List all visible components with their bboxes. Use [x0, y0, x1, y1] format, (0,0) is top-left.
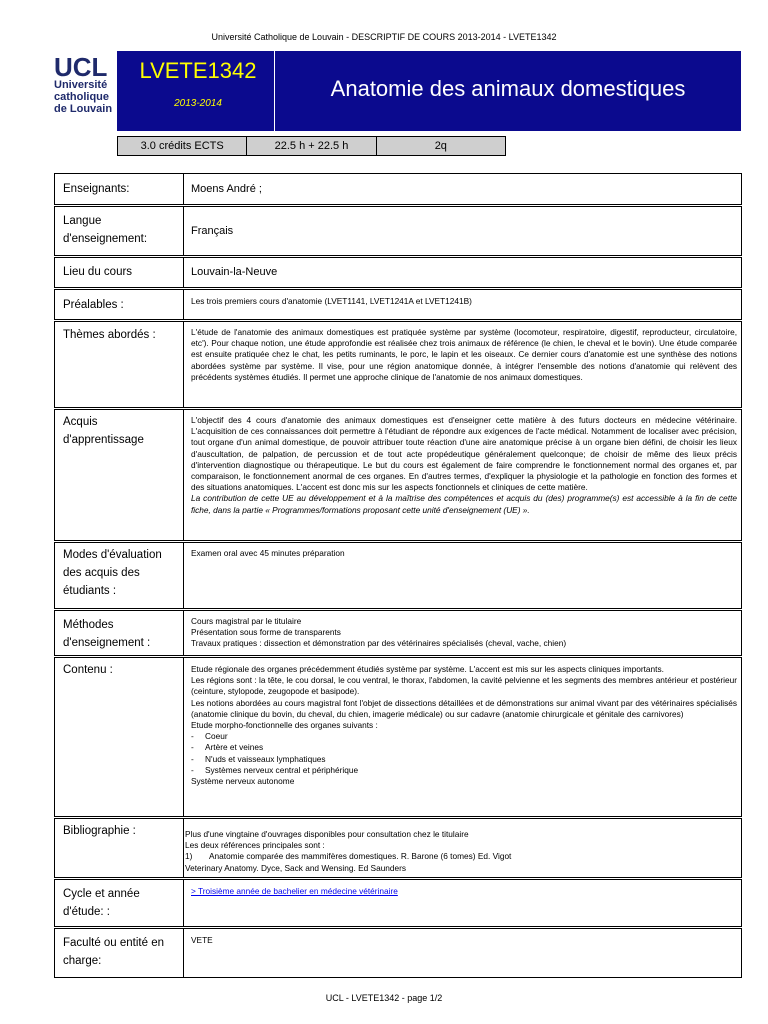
bibliography-line-2: Les deux références principales sont :	[185, 840, 325, 851]
course-year: 2013-2014	[174, 98, 222, 109]
prerequisites-label: Préalables :	[63, 299, 124, 311]
evaluation-label: Modes d'évaluation des acquis des étudiants :	[63, 549, 162, 597]
language-label: Langue d'enseignement:	[63, 215, 148, 245]
outcomes-value	[191, 415, 737, 516]
methods-line-1: Cours magistral par le titulaire	[191, 616, 302, 626]
methods-label: Méthodes d'enseignement :	[63, 619, 151, 649]
methods-line-2: Présentation sous forme de transparents	[191, 627, 341, 638]
bibliography-line-3: 1) Anatomie comparée des mammifères domestiques. R. Barone (6 tomes) Ed. Vigot	[185, 851, 512, 862]
course-info-bar	[117, 136, 506, 156]
row-evaluation	[54, 542, 742, 609]
page-footer: UCL - LVETE1342 - page 1/2	[325, 993, 443, 1003]
content-p3: Les notions abordées au cours magistral font l'objet de dissections détaillées et de démonstrations sur animal vivant par des vétérinaires spécialisés (anatomie clinique du bovin, du cheval, du chien, imagerie médicale) ou sur cadavre (anatomie chirurgicale et génitale des carnivores)	[191, 697, 737, 719]
location-value: Louvain-la-Neuve	[191, 266, 278, 278]
row-methods	[54, 610, 742, 656]
cycle-value	[191, 886, 737, 897]
bibliography-label: Bibliographie :	[63, 825, 136, 837]
bibliography-value	[185, 829, 737, 874]
document-header: Université Catholique de Louvain - DESCRIPTIF DE COURS 2013-2014 - LVETE1342	[211, 32, 557, 42]
content-label: Contenu :	[63, 664, 113, 676]
hours-cell: 22.5 h + 22.5 h	[247, 137, 376, 155]
content-p5: Système nerveux autonome	[191, 776, 295, 787]
program-link[interactable]: > Troisième année de bachelier en médecine vétérinaire	[191, 886, 398, 896]
row-bibliography	[54, 818, 742, 878]
teachers-label: Enseignants:	[63, 183, 130, 195]
bibliography-line-4: Veterinary Anatomy. Dyce, Sack and Wensing. Ed Saunders	[185, 862, 407, 873]
banner-divider	[274, 51, 275, 131]
faculty-label: Faculté ou entité en charge:	[63, 937, 165, 967]
list-item: - Artère et veines	[191, 742, 264, 753]
logo-line-3: de Louvain	[54, 103, 113, 115]
cycle-label: Cycle et année d'étude: :	[63, 888, 140, 918]
row-outcomes	[54, 409, 742, 541]
content-p1: Etude régionale des organes précédemment étudiés système par système. L'accent est mis sur les aspects cliniques importants.	[191, 664, 664, 674]
language-value: Français	[191, 225, 234, 237]
outcomes-note: La contribution de cette UE au développement et à la maîtrise des compétences et acquis du (des) programme(s) est accessible à la fin de cette fiche, dans la partie « Programmes/formations proposant cette unité d'enseignement (UE) ».	[191, 493, 737, 515]
quadrimester-cell: 2q	[377, 137, 505, 155]
themes-label: Thèmes abordés :	[63, 329, 156, 341]
methods-value	[191, 616, 737, 650]
outcomes-label: Acquis d'apprentissage	[63, 416, 144, 446]
logo-ucl-text: UCL	[54, 52, 108, 82]
logo-line-2: catholique	[54, 91, 110, 103]
row-teachers	[54, 173, 742, 205]
row-location	[54, 257, 742, 288]
list-item: - Systèmes nerveux central et périphérique	[191, 764, 359, 775]
outcomes-text: L'objectif des 4 cours d'anatomie des animaux domestiques est d'enseigner cette matière à des futurs docteurs en médecine vétérinaire. L'acquisition de ces connaissances doit permettre à l'étudiant de répondre aux exigences de l'acte médical. Notamment de localiser avec précision, tout organe d'un animal domestique, de pouvoir attribuer toute réaction d'une aire anatomique précise à un organe bien défini, de choisir les lieux d'auscultation, de palpation, de percussion et de tout acte propédeutique généralement quelconque; de choisir de même des lieux précis d'intervention diagnostique ou thérapeutique. Le but du cours est également de faire comprendre le fonctionnement normal des organes et, par comparaison, le fonctionnement anormal de ces organes. En d'autres termes, d'expliquer la physiologie et la pathologie en fonction des formes et des situations anatomiques. L'accent est donc mis sur les aspects fonctionnels et cliniques de cette matière.	[191, 415, 737, 493]
content-p2: Les régions sont : la tête, le cou dorsal, le cou ventral, le thorax, l'abdomen, la cavité pelvienne et les segments des membres antérieur et postérieur (ceinture, stylopode, zeugopode et basipode).	[191, 675, 737, 697]
logo-line-1: Université	[54, 79, 108, 91]
credits-cell: 3.0 crédits ECTS	[118, 137, 247, 155]
prerequisites-value: Les trois premiers cours d'anatomie (LVET1141, LVET1241A et LVET1241B)	[191, 296, 472, 306]
row-faculty	[54, 928, 742, 978]
row-cycle	[54, 879, 742, 927]
teachers-value: Moens André ;	[191, 183, 262, 195]
methods-line-3: Travaux pratiques : dissection et démonstration par des vétérinaires spécialisés (cheval, vache, chien)	[191, 638, 567, 649]
row-content	[54, 657, 742, 817]
themes-value: L'étude de l'anatomie des animaux domestiques est pratiquée système par système (locomoteur, respiratoire, digestif, reproducteur, circulatoire, etc'). Pour chaque notion, une étude approfondie est réalisée chez trois animaux de référence (le chien, le cheval et le bovin). Une étude comparée est ensuite pratiquée chez le chat, les petits ruminants, le porc, le lapin et les oiseaux. Ce dernier cours d'anatomie est une synthèse des notions abordées système par système. Il vise, pour une région anatomique donnée, à intégrer l'ensemble des notions d'anatomie qui relèvent des précédents systèmes étudiés. Il permet une approche clinique de l'anatomie de nos animaux domestiques.	[191, 327, 737, 382]
ucl-logo	[54, 52, 116, 115]
course-code: LVETE1342	[139, 58, 257, 83]
content-value	[191, 664, 737, 787]
faculty-value: VETE	[191, 935, 213, 945]
row-language	[54, 206, 742, 256]
location-label: Lieu du cours	[63, 266, 133, 278]
list-item: - N'uds et vaisseaux lymphatiques	[191, 753, 326, 764]
content-p4: Etude morpho-fonctionnelle des organes suivants :	[191, 720, 378, 731]
row-prerequisites	[54, 289, 742, 320]
row-themes	[54, 321, 742, 408]
evaluation-value: Examen oral avec 45 minutes préparation	[191, 548, 345, 558]
course-title: Anatomie des animaux domestiques	[330, 76, 686, 101]
list-item: - Coeur	[191, 731, 228, 742]
bibliography-line-1: Plus d'une vingtaine d'ouvrages disponibles pour consultation chez le titulaire	[185, 829, 469, 839]
